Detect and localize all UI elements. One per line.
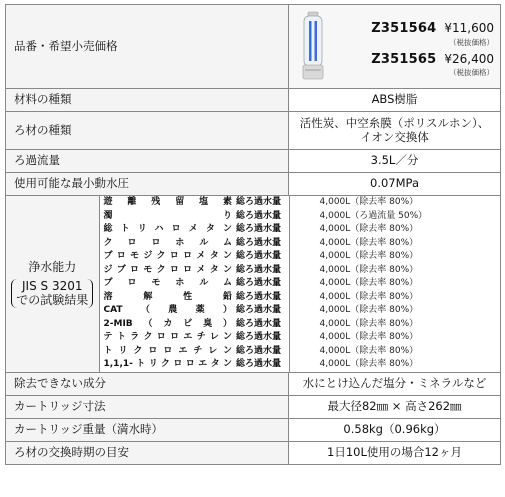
product-line-2	[371, 52, 494, 68]
test-standard	[6, 279, 99, 308]
substance-name: 1,1,1-トリクロロエタン	[103, 359, 232, 370]
capacity-value: 4,000L（除去率 80%）	[289, 277, 501, 291]
tax-note: （税抜価格）	[449, 37, 494, 47]
water-filter-cartridge-icon	[299, 11, 327, 83]
flow-rate-value: 3.5L／分	[289, 150, 501, 173]
measure-type: 総ろ過水量	[236, 359, 282, 370]
measure-type: 総ろ過水量	[236, 318, 282, 329]
purification-row	[6, 196, 501, 210]
product-code: Z351565	[371, 51, 437, 67]
capacity-value: 4,000L（除去率 80%）	[289, 331, 501, 345]
substance-name: ブロモホルム	[103, 278, 232, 289]
dimensions-label: カートリッジ寸法	[6, 395, 289, 418]
flow-rate-label: ろ過流量	[6, 150, 289, 173]
product-codes	[371, 21, 494, 82]
capacity-value: 4,000L（除去率 80%）	[289, 358, 501, 372]
dimensions-value: 最大径82㎜ × 高さ262㎜	[289, 395, 501, 418]
min-pressure-value: 0.07MPa	[289, 173, 501, 196]
capacity-value: 4,000L（除去率 80%）	[289, 264, 501, 278]
measure-type: 総ろ過水量	[236, 305, 282, 316]
tax-note: （税抜価格）	[449, 68, 494, 78]
measure-type: 総ろ過水量	[236, 197, 282, 208]
substance-name: 溶解性鉛	[103, 291, 232, 302]
weight-label: カートリッジ重量（満水時）	[6, 418, 289, 441]
substance-name: ブロモジクロロメタン	[103, 251, 232, 262]
material-label: 材料の種類	[6, 89, 289, 112]
substance-name: 2-MIB（カビ臭）	[103, 318, 232, 329]
min-pressure-label: 使用可能な最小動水圧	[6, 173, 289, 196]
substance-name: 総トリハロメタン	[103, 224, 232, 235]
purification-title: 浄水能力	[28, 259, 77, 274]
test-standard-name: JIS S 3201	[22, 279, 83, 294]
substance-name: トリクロロエチレン	[103, 345, 232, 356]
capacity-value: 4,000L（除去率 80%）	[289, 237, 501, 251]
measure-type: 総ろ過水量	[236, 291, 282, 302]
weight-value: 0.58kg（0.96kg）	[289, 418, 501, 441]
measure-type: 総ろ過水量	[236, 264, 282, 275]
filter-media-value	[289, 112, 501, 150]
not-removed-label: 除去できない成分	[6, 372, 289, 395]
row-replacement	[6, 441, 501, 464]
spec-sheet	[5, 4, 500, 465]
row-material	[6, 89, 501, 112]
test-standard-suffix: での試験結果	[16, 293, 89, 308]
measure-type: 総ろ過水量	[236, 210, 282, 221]
substance-name: クロロホルム	[103, 237, 232, 248]
measure-type: 総ろ過水量	[236, 345, 282, 356]
product-line-1	[371, 21, 494, 37]
capacity-value: 4,000L（除去率 80%）	[289, 345, 501, 359]
row-weight	[6, 418, 501, 441]
product-price: ¥26,400	[444, 51, 494, 66]
replacement-value: 1日10L使用の場合12ヶ月	[289, 441, 501, 464]
row-min-pressure	[6, 173, 501, 196]
not-removed-value: 水にとけ込んだ塩分・ミネラルなど	[289, 372, 501, 395]
purification-table	[6, 196, 501, 372]
capacity-value: 4,000L（除去率 80%）	[289, 250, 501, 264]
material-value: ABS樹脂	[289, 89, 501, 112]
measure-type: 総ろ過水量	[236, 237, 282, 248]
measure-type: 総ろ過水量	[236, 251, 282, 262]
measure-type: 総ろ過水量	[236, 332, 282, 343]
purification-cell	[6, 196, 501, 373]
row-flow-rate	[6, 150, 501, 173]
capacity-value: 4,000L（除去率 80%）	[289, 291, 501, 305]
row-product	[6, 5, 501, 89]
measure-type: 総ろ過水量	[236, 278, 282, 289]
row-filter-media	[6, 112, 501, 150]
substance-name: 遊離残留塩素	[103, 197, 232, 208]
product-price: ¥11,600	[444, 21, 494, 35]
replacement-label: ろ材の交換時期の目安	[6, 441, 289, 464]
filter-media-line-2: イオン交換体	[360, 129, 429, 144]
capacity-value: 4,000L（ろ過流量 50%）	[289, 210, 501, 224]
capacity-value: 4,000L（除去率 80%）	[289, 223, 501, 237]
product-code: Z351564	[371, 21, 437, 36]
row-dimensions	[6, 395, 501, 418]
measure-type: 総ろ過水量	[236, 224, 282, 235]
purification-label-cell	[6, 196, 99, 372]
product-label: 品番・希望小売価格	[6, 5, 289, 89]
capacity-value: 4,000L（除去率 80%）	[289, 318, 501, 332]
capacity-value: 4,000L（除去率 80%）	[289, 196, 501, 210]
filter-media-label: ろ材の種類	[6, 112, 289, 150]
filter-media-line-1: 活性炭、中空糸膜（ポリスルホン）、	[299, 115, 490, 130]
substance-name: ジブロモクロロメタン	[103, 264, 232, 275]
row-not-removed	[6, 372, 501, 395]
substance-name: テトラクロロエチレン	[103, 332, 232, 343]
substance-name: CAT（農薬）	[103, 305, 232, 316]
spec-table	[5, 4, 501, 465]
row-purification	[6, 196, 501, 373]
product-cell	[289, 5, 501, 89]
substance-name: 濁り	[103, 210, 232, 221]
capacity-value: 4,000L（除去率 80%）	[289, 304, 501, 318]
